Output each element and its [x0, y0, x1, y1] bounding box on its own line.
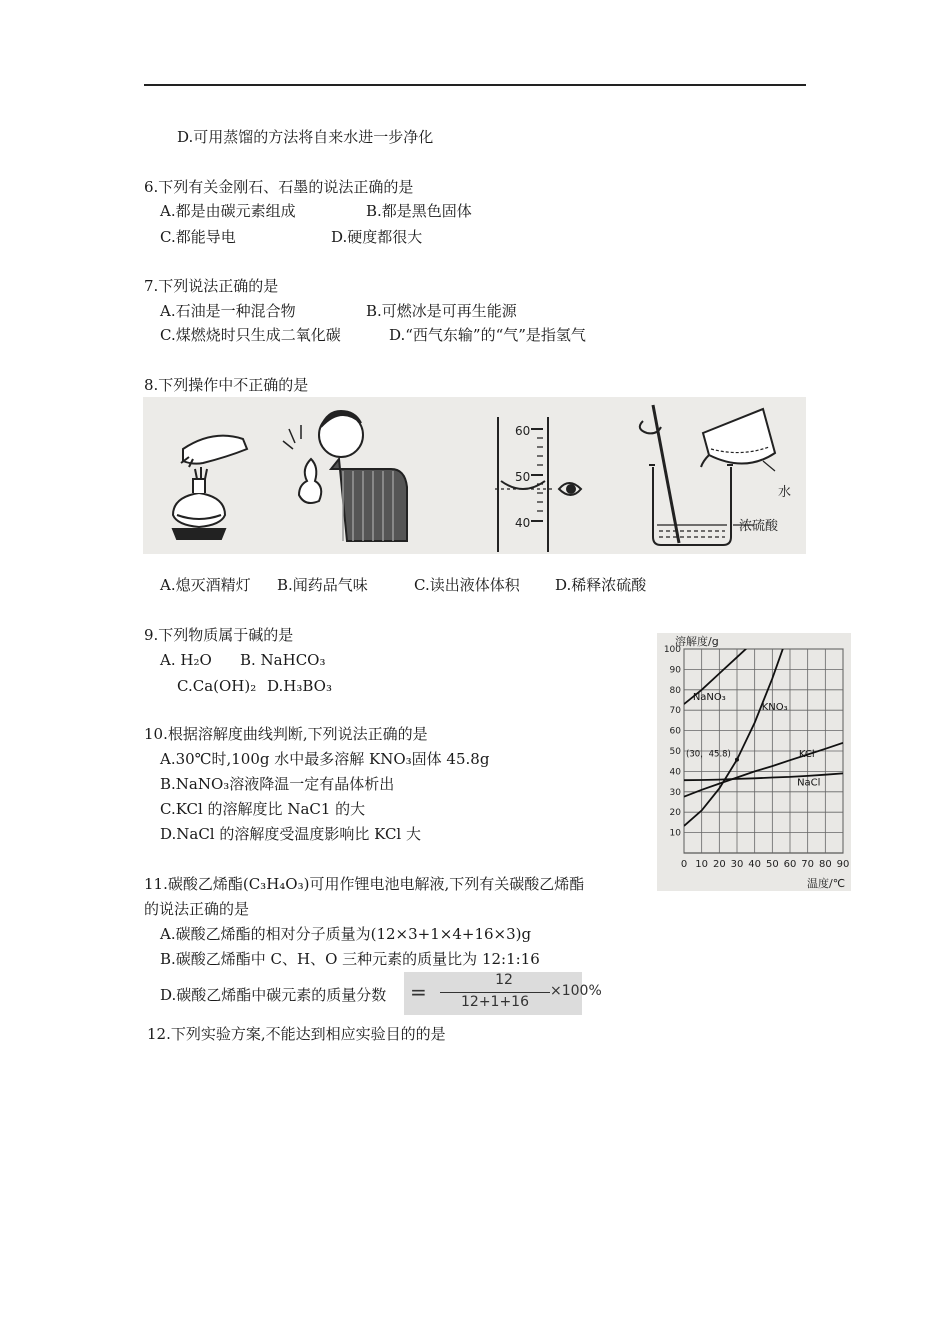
y-tick-60: 60	[669, 726, 681, 737]
y-tick-40: 40	[669, 767, 681, 778]
formula-equals: =	[410, 980, 427, 1004]
y-tick-20: 20	[669, 808, 681, 819]
q8-option-c: C.读出液体体积	[414, 576, 520, 594]
q11-option-b: B.碳酸乙烯酯中 C、H、O 三种元素的质量比为 12:1:16	[160, 950, 540, 968]
alcohol-lamp-illustration	[173, 436, 247, 539]
lab-operations-drawing	[143, 397, 806, 554]
q11-stem-line1: 11.碳酸乙烯酯(C₃H₄O₃)可用作锂电池电解液,下列有关碳酸乙烯酯	[144, 875, 585, 893]
series-label-2: KCl	[798, 749, 815, 761]
lab-operations-figure	[143, 397, 806, 554]
q11-option-d: D.碳酸乙烯酯中碳元素的质量分数	[160, 986, 387, 1004]
q9-option-c: C.Ca(OH)₂	[177, 677, 257, 695]
q8-stem: 8.下列操作中不正确的是	[144, 376, 309, 394]
q11-stem-line2: 的说法正确的是	[144, 900, 250, 918]
q10-option-a: A.30℃时,100g 水中最多溶解 KNO₃固体 45.8g	[160, 750, 490, 768]
chart-ylabel: 溶解度/g	[675, 635, 719, 648]
x-tick-20: 20	[712, 859, 726, 870]
q10-option-b: B.NaNO₃溶液降温一定有晶体析出	[160, 775, 395, 793]
y-tick-90: 90	[669, 665, 681, 676]
formula-fraction-bar	[440, 992, 550, 993]
x-tick-70: 70	[801, 859, 815, 870]
series-label-1: KNO₃	[761, 702, 788, 714]
x-tick-60: 60	[783, 859, 797, 870]
series-label-3: NaCl	[797, 777, 821, 789]
header-rule	[144, 84, 806, 86]
y-tick-80: 80	[669, 685, 681, 696]
q8-option-b: B.闻药品气味	[277, 576, 368, 594]
formula-denominator: 12+1+16	[461, 994, 529, 1010]
x-tick-40: 40	[748, 859, 762, 870]
x-tick-0: 0	[680, 859, 688, 870]
q7-stem: 7.下列说法正确的是	[144, 277, 279, 295]
y-tick-10: 10	[669, 828, 681, 839]
measuring-cylinder-illustration	[495, 417, 581, 552]
formula-numerator: 12	[495, 972, 513, 988]
q8-option-d: D.稀释浓硫酸	[555, 576, 647, 594]
solubility-chart	[657, 633, 851, 891]
series-label-0: NaNO₃	[692, 692, 726, 703]
cylinder-tick-40: 40	[515, 516, 531, 530]
x-tick-80: 80	[818, 859, 832, 870]
q10-stem: 10.根据溶解度曲线判断,下列说法正确的是	[144, 725, 428, 743]
q7-option-d: D.“西气东输”的“气”是指氢气	[389, 326, 586, 344]
y-tick-50: 50	[669, 747, 681, 757]
q12-stem: 12.下列实验方案,不能达到相应实验目的的是	[147, 1025, 446, 1043]
q9-stem: 9.下列物质属于碱的是	[144, 626, 294, 644]
q9-option-a: A. H₂O	[160, 651, 212, 669]
annotation-label: (30，45.8)	[686, 749, 731, 760]
y-tick-70: 70	[669, 706, 681, 717]
q7-option-a: A.石油是一种混合物	[160, 302, 296, 320]
formula-suffix: ×100%	[550, 983, 602, 999]
q8-option-a: A.熄灭酒精灯	[160, 576, 251, 594]
cylinder-tick-60: 60	[515, 424, 531, 438]
chart-xlabel: 温度/℃	[807, 877, 846, 890]
q6-option-a: A.都是由碳元素组成	[160, 202, 296, 220]
solubility-chart-svg	[657, 633, 851, 891]
q6-stem: 6.下列有关金刚石、石墨的说法正确的是	[144, 178, 414, 196]
water-label: 水	[778, 485, 792, 500]
q6-option-b: B.都是黑色固体	[366, 202, 472, 220]
acid-label: 浓硫酸	[739, 519, 779, 534]
q9-option-b: B. NaHCO₃	[240, 651, 326, 669]
q9-option-d: D.H₃BO₃	[267, 677, 332, 695]
q10-option-d: D.NaCl 的溶解度受温度影响比 KCl 大	[160, 825, 421, 843]
q7-option-b: B.可燃冰是可再生能源	[366, 302, 517, 320]
q7-option-c: C.煤燃烧时只生成二氧化碳	[160, 326, 341, 344]
q6-option-c: C.都能导电	[160, 228, 236, 246]
y-tick-30: 30	[669, 787, 681, 798]
x-tick-50: 50	[765, 859, 779, 870]
q5-option-d: D.可用蒸馏的方法将自来水进一步净化	[177, 128, 434, 146]
x-tick-30: 30	[730, 859, 744, 870]
mass-fraction-formula	[404, 972, 602, 1015]
x-tick-90: 90	[836, 859, 850, 870]
q11-option-a: A.碳酸乙烯酯的相对分子质量为(12×3+1×4+16×3)g	[160, 925, 532, 943]
y-tick-100: 100	[663, 645, 681, 655]
x-tick-10: 10	[695, 859, 709, 870]
annotation-point	[735, 758, 739, 762]
q10-option-c: C.KCl 的溶解度比 NaC1 的大	[160, 800, 366, 818]
cylinder-tick-50: 50	[515, 470, 531, 484]
boy-sniffing-illustration	[283, 411, 407, 541]
q6-option-d: D.硬度都很大	[331, 228, 423, 246]
